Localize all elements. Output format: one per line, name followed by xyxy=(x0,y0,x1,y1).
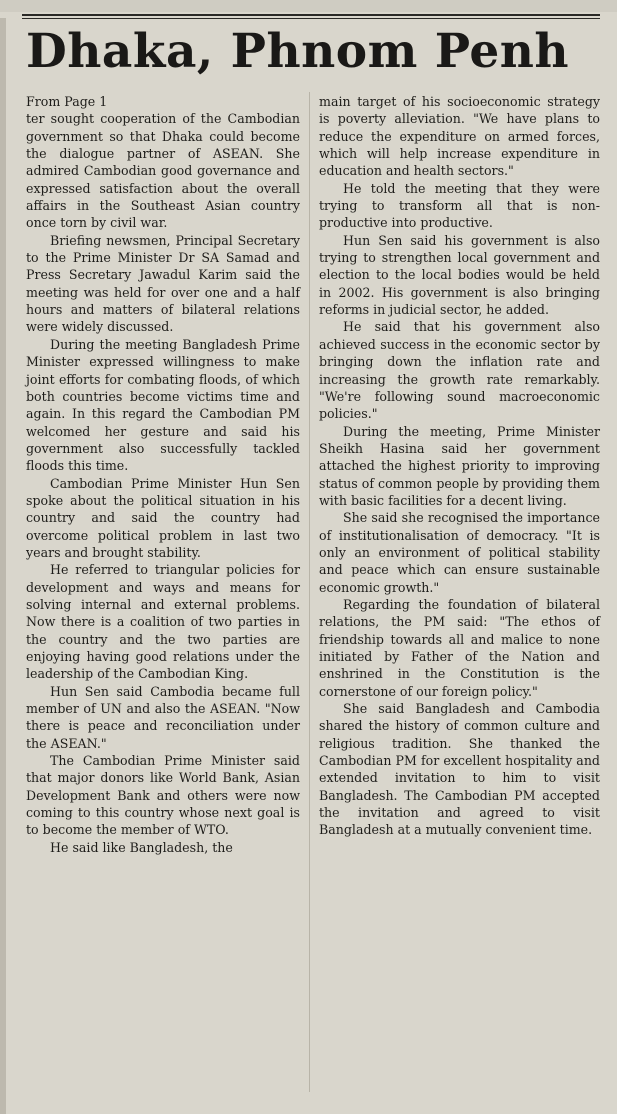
paragraph: Hun Sen said his government is also trying to strengthen local government and election to the local bodies would be held in 2002. His government is also bringing reforms in judicial sector, he added. xyxy=(319,232,600,318)
paragraph: ter sought cooperation of the Cambodian government so that Dhaka could become the dialogue partner of ASEAN. She admired Cambodian good governance and expressed satisfaction about the overall affairs in the Southeast Asian country once torn by civil war. xyxy=(26,111,300,231)
headline-rule-thin xyxy=(22,18,600,19)
paragraph: The Cambodian Prime Minister said that major donors like World Bank, Asian Development Bank and others were now coming to this country whose next goal is to become the member of WTO. xyxy=(26,753,300,838)
adjacent-column-edge xyxy=(0,18,6,1114)
paragraph: He referred to triangular policies for development and ways and means for solving internal and external problems. Now there is a coalition of two parties in the country and the two parties are enjoying having good relations under the leadership of the Cambodian King. xyxy=(26,562,300,682)
jump-line: From Page 1 xyxy=(26,94,108,109)
article-column-2 xyxy=(319,93,600,839)
paragraph: She said Bangladesh and Cambodia shared the history of common culture and religious tradition. She thanked the Cambodian PM for excellent hospitality and extended invitation to him to visit Bangladesh. The Cambodian PM accepted the invitation and agreed to visit Bangladesh at a mutually convenient time. xyxy=(319,701,600,838)
paragraph: During the meeting Bangladesh Prime Minister expressed willingness to make joint efforts for combating floods, of which both countries become victims time and again. In this regard the Cambodian PM welcomed her gesture and said his government also successfully tackled floods this time. xyxy=(26,336,300,474)
paragraph: He said that his government also achieved success in the economic sector by bringing down the inflation rate and increasing the growth rate remarkably. "We're following sound macroeconomic policies." xyxy=(319,319,600,422)
previous-article-strip xyxy=(0,0,617,12)
paragraph: Regarding the foundation of bilateral relations, the PM said: "The ethos of friendship towards all and malice to none initiated by Father of the Nation and enshrined in the Constitution is the cornerstone of our foreign policy." xyxy=(319,596,600,699)
article-column-1 xyxy=(26,93,300,856)
paragraph: He said like Bangladesh, the xyxy=(50,839,233,855)
paragraph: She said she recognised the importance of institutionalisation of democracy. "It is only an environment of political stability and peace which can ensure sustainable economic growth." xyxy=(319,510,600,595)
headline-rule-thick xyxy=(22,14,600,16)
paragraph: During the meeting, Prime Minister Sheikh Hasina said her government attached the highest priority to improving status of common people by providing them with basic facilities for a decent living. xyxy=(319,423,600,508)
paragraph: Briefing newsmen, Principal Secretary to the Prime Minister Dr SA Samad and Press Secretary Jawadul Karim said the meeting was held for over one and a half hours and matters of bilateral relations were widely discussed. xyxy=(26,232,300,335)
column-divider xyxy=(309,92,310,1092)
paragraph: main target of his socioeconomic strategy is poverty alleviation. "We have plans to reduce the expenditure on armed forces, which will help increase expenditure in education and health sectors." xyxy=(319,94,600,179)
paragraph: Hun Sen said Cambodia became full member of UN and also the ASEAN. "Now there is peace and reconciliation under the ASEAN." xyxy=(26,683,300,751)
article-headline: Dhaka, Phnom Penh xyxy=(26,24,570,79)
paragraph: Cambodian Prime Minister Hun Sen spoke about the political situation in his country and said the country had overcome political problem in last two years and brought stability. xyxy=(26,475,300,560)
paragraph: He told the meeting that they were trying to transform all that is non-productive into productive. xyxy=(319,180,600,231)
